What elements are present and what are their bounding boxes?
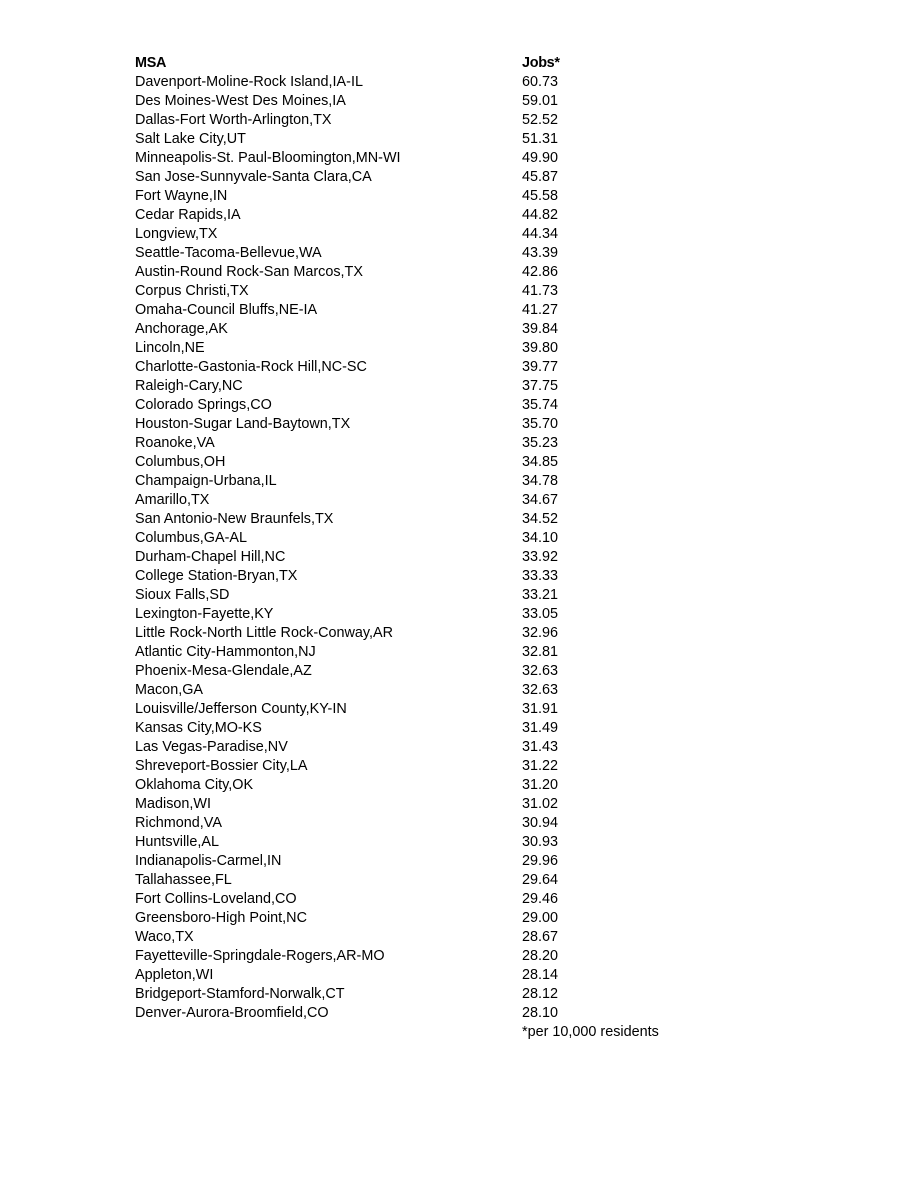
table-row <box>135 757 755 776</box>
msa-cell: Raleigh-Cary,NC <box>135 378 243 394</box>
table-row <box>135 909 755 928</box>
table-row <box>135 966 755 985</box>
msa-cell: Tallahassee,FL <box>135 872 232 888</box>
table-row <box>135 738 755 757</box>
msa-cell: Cedar Rapids,IA <box>135 207 241 223</box>
jobs-cell: 29.46 <box>522 891 559 907</box>
jobs-cell: 35.23 <box>522 435 559 451</box>
jobs-cell: 35.74 <box>522 397 559 413</box>
msa-cell: Austin-Round Rock-San Marcos,TX <box>135 264 363 280</box>
jobs-cell: 43.39 <box>522 245 559 261</box>
msa-cell: Seattle-Tacoma-Bellevue,WA <box>135 245 322 261</box>
msa-cell: Fayetteville-Springdale-Rogers,AR-MO <box>135 948 385 964</box>
jobs-cell: 33.33 <box>522 568 559 584</box>
jobs-cell: 29.96 <box>522 853 559 869</box>
table-row <box>135 662 755 681</box>
msa-cell: Greensboro-High Point,NC <box>135 910 307 926</box>
jobs-cell: 31.20 <box>522 777 559 793</box>
msa-cell: Minneapolis-St. Paul-Bloomington,MN-WI <box>135 150 401 166</box>
table-row <box>135 548 755 567</box>
msa-cell: College Station-Bryan,TX <box>135 568 298 584</box>
table-row <box>135 92 755 111</box>
msa-cell: Fort Collins-Loveland,CO <box>135 891 297 907</box>
jobs-cell: 28.14 <box>522 967 559 983</box>
msa-cell: Appleton,WI <box>135 967 214 983</box>
table-row <box>135 244 755 263</box>
table-row <box>135 187 755 206</box>
msa-cell: Louisville/Jefferson County,KY-IN <box>135 701 347 717</box>
jobs-cell: 28.10 <box>522 1005 559 1021</box>
jobs-cell: 34.67 <box>522 492 559 508</box>
msa-cell: Fort Wayne,IN <box>135 188 228 204</box>
table-row <box>135 985 755 1004</box>
msa-cell: Oklahoma City,OK <box>135 777 254 793</box>
jobs-cell: 49.90 <box>522 150 559 166</box>
msa-cell: Phoenix-Mesa-Glendale,AZ <box>135 663 312 679</box>
msa-cell: Lexington-Fayette,KY <box>135 606 274 622</box>
msa-cell: Des Moines-West Des Moines,IA <box>135 93 346 109</box>
jobs-cell: 39.84 <box>522 321 559 337</box>
jobs-cell: 33.05 <box>522 606 559 622</box>
table-row <box>135 263 755 282</box>
msa-cell: Macon,GA <box>135 682 203 698</box>
table-row <box>135 795 755 814</box>
table-row <box>135 453 755 472</box>
jobs-cell: 30.93 <box>522 834 559 850</box>
table-row <box>135 491 755 510</box>
table-row <box>135 206 755 225</box>
table-row <box>135 415 755 434</box>
msa-jobs-table <box>135 54 755 1042</box>
jobs-cell: 39.77 <box>522 359 559 375</box>
jobs-cell: 34.78 <box>522 473 559 489</box>
jobs-cell: 42.86 <box>522 264 559 280</box>
jobs-cell: 32.63 <box>522 682 559 698</box>
msa-cell: Indianapolis-Carmel,IN <box>135 853 282 869</box>
msa-cell: Colorado Springs,CO <box>135 397 272 413</box>
jobs-cell: 31.49 <box>522 720 559 736</box>
table-row <box>135 947 755 966</box>
table-row <box>135 149 755 168</box>
msa-cell: Omaha-Council Bluffs,NE-IA <box>135 302 318 318</box>
table-row <box>135 700 755 719</box>
table-row <box>135 377 755 396</box>
jobs-cell: 45.87 <box>522 169 559 185</box>
jobs-cell: 33.92 <box>522 549 559 565</box>
table-row <box>135 111 755 130</box>
table-row <box>135 282 755 301</box>
table-row <box>135 320 755 339</box>
jobs-cell: 28.12 <box>522 986 559 1002</box>
msa-cell: Bridgeport-Stamford-Norwalk,CT <box>135 986 345 1002</box>
msa-cell: Davenport-Moline-Rock Island,IA-IL <box>135 74 363 90</box>
table-row <box>135 605 755 624</box>
table-row <box>135 301 755 320</box>
table-header-row <box>135 54 755 73</box>
jobs-cell: 44.82 <box>522 207 559 223</box>
jobs-cell: 32.63 <box>522 663 559 679</box>
table-row <box>135 472 755 491</box>
msa-cell: Huntsville,AL <box>135 834 219 850</box>
msa-cell: Madison,WI <box>135 796 211 812</box>
jobs-cell: 44.34 <box>522 226 559 242</box>
jobs-cell: 31.43 <box>522 739 559 755</box>
jobs-cell: 34.52 <box>522 511 559 527</box>
table-row <box>135 586 755 605</box>
table-row <box>135 225 755 244</box>
msa-cell: Longview,TX <box>135 226 218 242</box>
jobs-cell: 29.00 <box>522 910 559 926</box>
column-header-jobs: Jobs* <box>522 55 560 71</box>
table-row <box>135 776 755 795</box>
msa-cell: Champaign-Urbana,IL <box>135 473 277 489</box>
msa-cell: Lincoln,NE <box>135 340 205 356</box>
msa-cell: Richmond,VA <box>135 815 222 831</box>
table-row <box>135 1004 755 1023</box>
table-row <box>135 510 755 529</box>
jobs-cell: 52.52 <box>522 112 559 128</box>
jobs-cell: 32.81 <box>522 644 559 660</box>
msa-cell: Charlotte-Gastonia-Rock Hill,NC-SC <box>135 359 367 375</box>
jobs-cell: 51.31 <box>522 131 559 147</box>
table-row <box>135 833 755 852</box>
jobs-cell: 31.22 <box>522 758 559 774</box>
msa-cell: Denver-Aurora-Broomfield,CO <box>135 1005 329 1021</box>
table-row <box>135 396 755 415</box>
table-row <box>135 358 755 377</box>
msa-cell: Roanoke,VA <box>135 435 215 451</box>
table-row <box>135 681 755 700</box>
msa-cell: Columbus,GA-AL <box>135 530 247 546</box>
msa-cell: Atlantic City-Hammonton,NJ <box>135 644 316 660</box>
msa-cell: Columbus,OH <box>135 454 226 470</box>
jobs-cell: 39.80 <box>522 340 559 356</box>
jobs-cell: 32.96 <box>522 625 559 641</box>
footnote: *per 10,000 residents <box>522 1024 659 1040</box>
msa-cell: Houston-Sugar Land-Baytown,TX <box>135 416 351 432</box>
table-row <box>135 643 755 662</box>
jobs-cell: 59.01 <box>522 93 559 109</box>
footnote-row <box>135 1023 755 1042</box>
jobs-cell: 34.10 <box>522 530 559 546</box>
msa-cell: Corpus Christi,TX <box>135 283 249 299</box>
jobs-cell: 29.64 <box>522 872 559 888</box>
table-row <box>135 130 755 149</box>
table-row <box>135 339 755 358</box>
jobs-cell: 37.75 <box>522 378 559 394</box>
msa-cell: Waco,TX <box>135 929 194 945</box>
jobs-cell: 31.02 <box>522 796 559 812</box>
msa-cell: Amarillo,TX <box>135 492 210 508</box>
msa-cell: Anchorage,AK <box>135 321 228 337</box>
table-row <box>135 890 755 909</box>
table-row <box>135 852 755 871</box>
msa-cell: Sioux Falls,SD <box>135 587 230 603</box>
table-row <box>135 871 755 890</box>
msa-cell: San Antonio-New Braunfels,TX <box>135 511 334 527</box>
table-row <box>135 168 755 187</box>
msa-cell: San Jose-Sunnyvale-Santa Clara,CA <box>135 169 372 185</box>
jobs-cell: 41.73 <box>522 283 559 299</box>
msa-cell: Little Rock-North Little Rock-Conway,AR <box>135 625 394 641</box>
msa-cell: Dallas-Fort Worth-Arlington,TX <box>135 112 332 128</box>
jobs-cell: 28.67 <box>522 929 559 945</box>
table-row <box>135 814 755 833</box>
msa-cell: Kansas City,MO-KS <box>135 720 262 736</box>
msa-cell: Shreveport-Bossier City,LA <box>135 758 308 774</box>
table-row <box>135 928 755 947</box>
jobs-cell: 33.21 <box>522 587 559 603</box>
column-header-msa: MSA <box>135 55 167 71</box>
jobs-cell: 28.20 <box>522 948 559 964</box>
jobs-cell: 34.85 <box>522 454 559 470</box>
msa-cell: Durham-Chapel Hill,NC <box>135 549 286 565</box>
jobs-cell: 41.27 <box>522 302 559 318</box>
table-row <box>135 624 755 643</box>
msa-cell: Salt Lake City,UT <box>135 131 246 147</box>
table-row <box>135 567 755 586</box>
table-body <box>135 73 755 1023</box>
jobs-cell: 60.73 <box>522 74 559 90</box>
table-row <box>135 73 755 92</box>
table-row <box>135 529 755 548</box>
jobs-cell: 35.70 <box>522 416 559 432</box>
table-row <box>135 434 755 453</box>
jobs-cell: 31.91 <box>522 701 559 717</box>
msa-cell: Las Vegas-Paradise,NV <box>135 739 288 755</box>
jobs-cell: 45.58 <box>522 188 559 204</box>
jobs-cell: 30.94 <box>522 815 559 831</box>
table-row <box>135 719 755 738</box>
